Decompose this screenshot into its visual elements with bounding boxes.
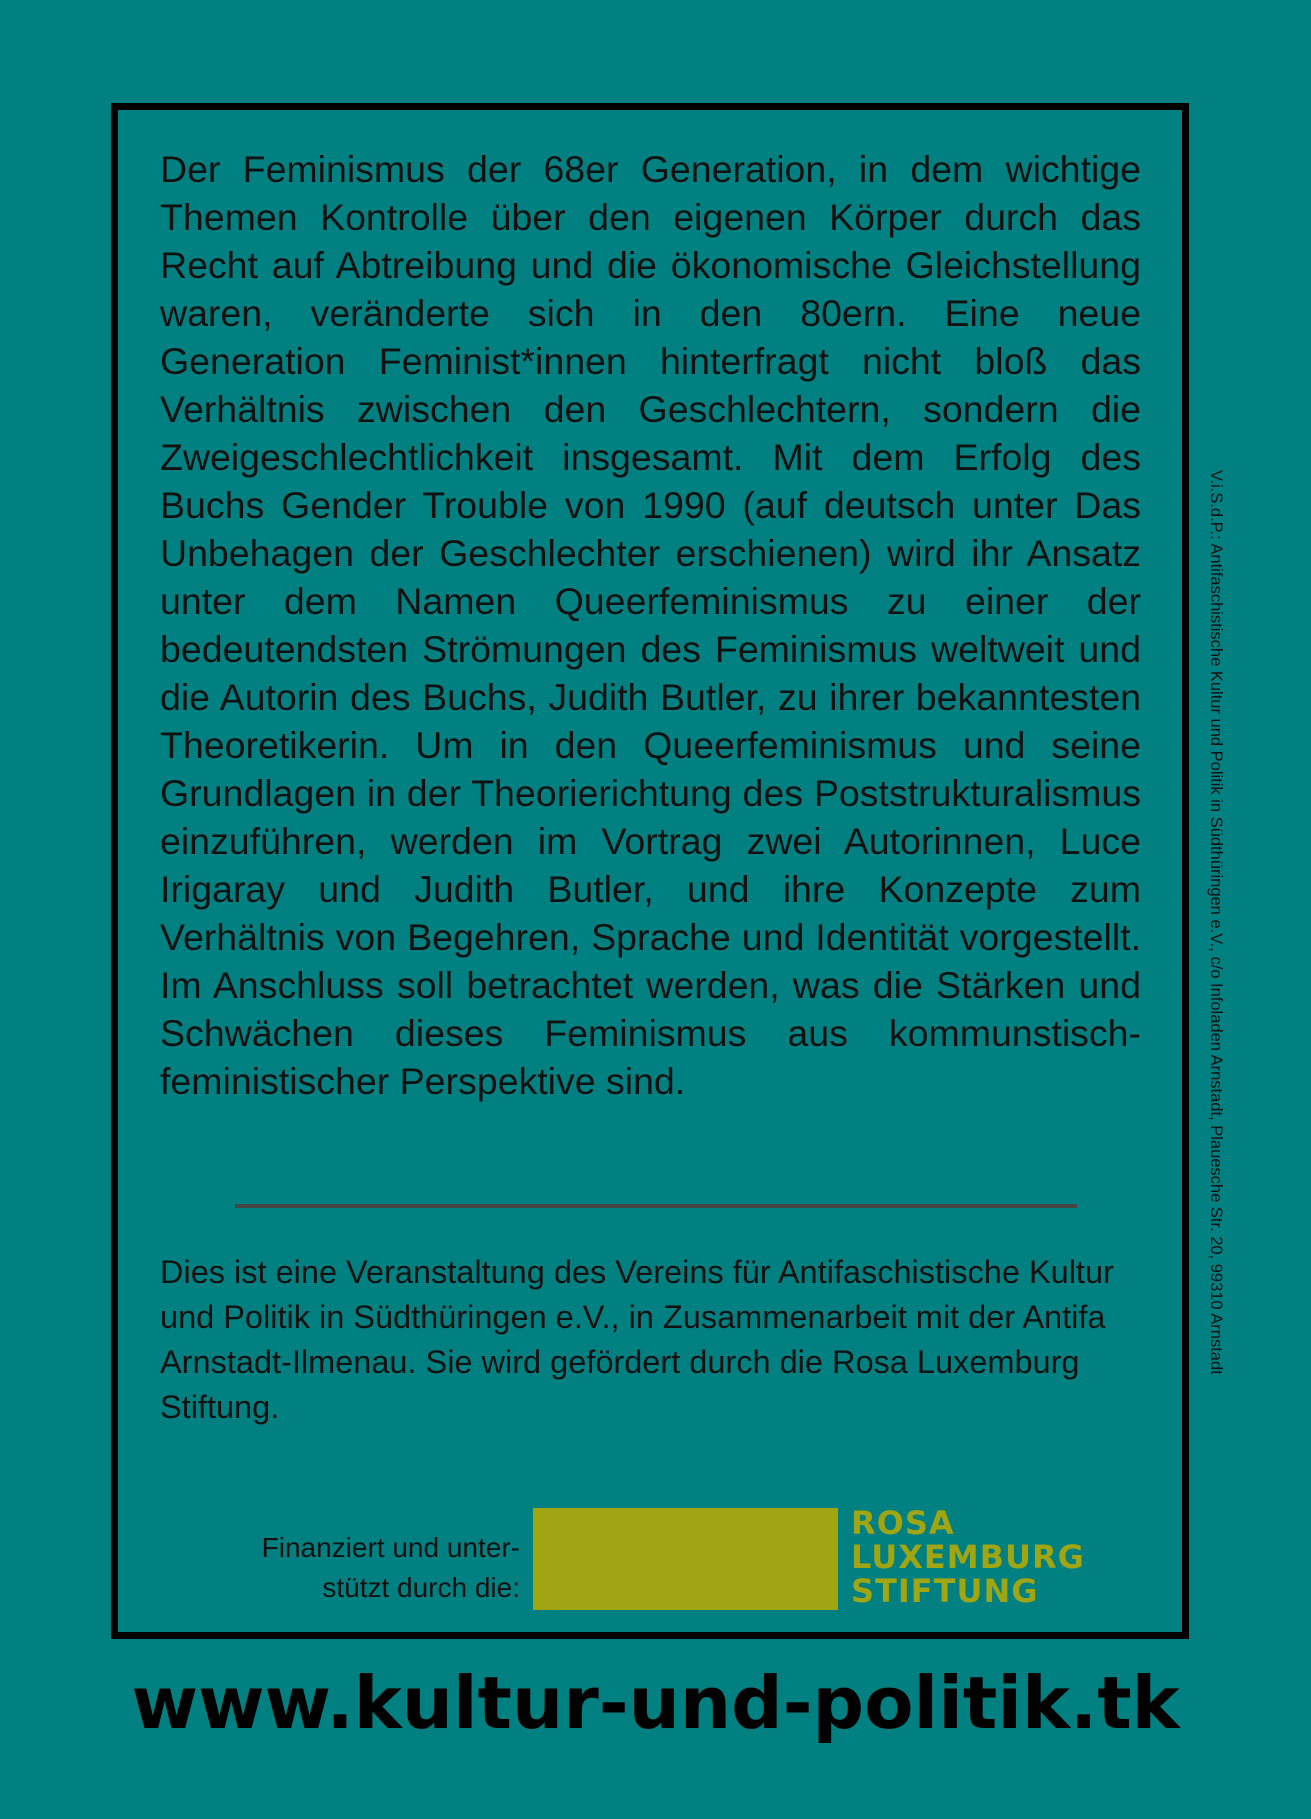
rosa-luxemburg-logo [533,1506,1163,1610]
logo-text-line-3: STIFTUNG [851,1572,1039,1610]
funding-label-line-2: stützt durch die: [322,1572,520,1603]
logo-block [533,1508,838,1610]
imprint-text: V.i.S.d.P.: Antifaschistische Kultur und Politik in Südthüringen e.V., c/o Infoladen Arnstadt, Plauesche Str. 20, 99310 Arnstadt [1207,470,1225,1375]
funding-label-line-1: Finanziert und unter- [261,1532,520,1563]
logo-text-line-2: LUXEMBURG [851,1538,1085,1576]
section-divider [235,1204,1077,1208]
logo-text-line-1: ROSA [851,1504,955,1542]
logo-text [851,1506,1085,1608]
website-url[interactable]: www.kultur-und-politik.tk [131,1661,1180,1745]
main-description: Der Feminismus der 68er Generation, in dem wichtige Themen Kontrolle über den eigenen Körper durch das Recht auf Abtreibung und die ökonomische Gleichstellung waren, veränderte sich in den 80ern. Eine neue Generation Feminist*innen hinterfragt nicht bloß das Verhältnis zwischen den Geschlechtern, sondern die Zweigeschlechtlichkeit insgesamt. Mit dem Erfolg des Buchs Gender Trouble von 1990 (auf deutsch unter Das Unbehagen der Geschlechter erschienen) wird ihr Ansatz unter dem Namen Queerfeminismus zu einer der bedeutendsten Strömungen des Feminismus weltweit und die Autorin des Buchs, Judith Butler, zu ihrer bekanntesten Theoretikerin. Um in den Queerfeminismus und seine Grundlagen in der Theorierichtung des Poststrukturalismus einzuführen, werden im Vortrag zwei Autorinnen, Luce Irigaray und Judith Butler, und ihre Konzepte zum Verhältnis von Begehren, Sprache und Identität vorgestellt. Im Anschluss soll betrachtet werden, was die Stärken und Schwächen dieses Feminismus aus kommunstisch-feministischer Perspektive sind. [160,148,1141,1102]
funding-label [200,1528,520,1608]
event-info: Dies ist eine Veranstaltung des Vereins für Antifaschistische Kultur und Politik in Südthüringen e.V., in Zusammenarbeit mit der Antifa Arnstadt-Ilmenau. Sie wird gefördert durch die Rosa Luxemburg Stiftung. [160,1254,1114,1425]
